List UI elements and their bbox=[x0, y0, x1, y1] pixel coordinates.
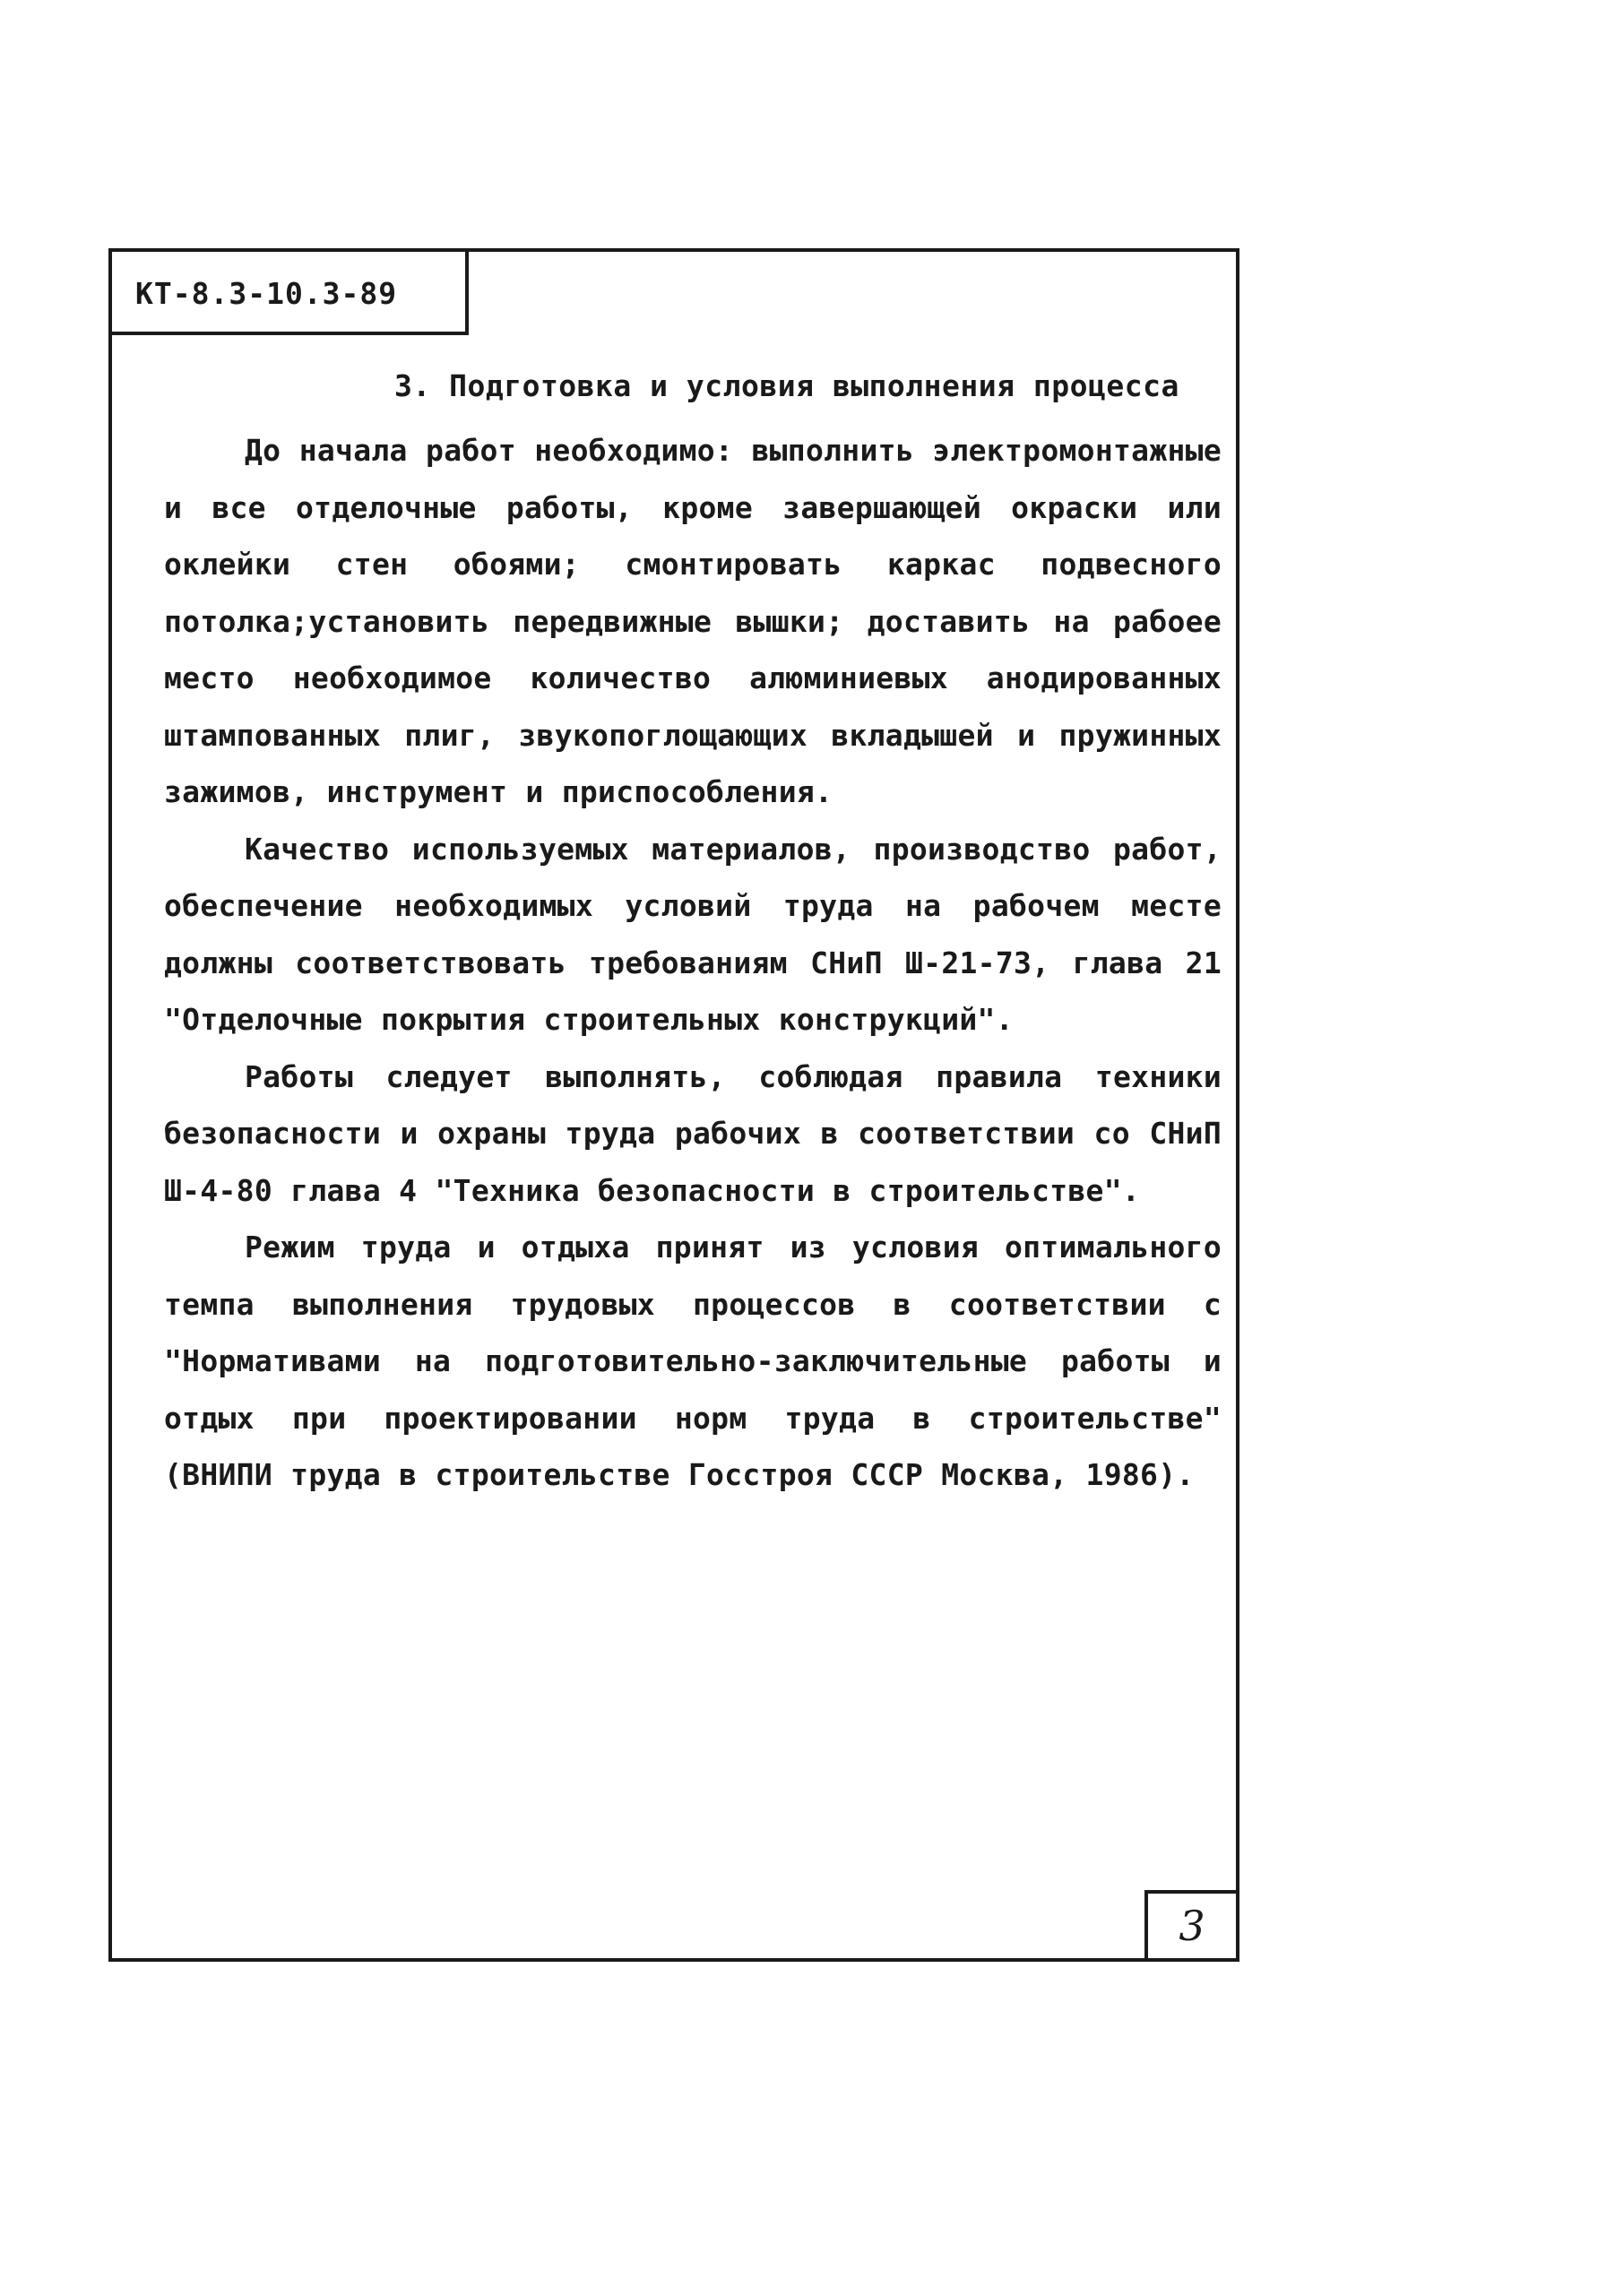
document-code: КТ-8.3-10.3-89 bbox=[112, 252, 469, 335]
paragraph-work-rest: Режим труда и отдыха принят из условия оптимального темпа выполнения трудовых процессов в соответствии с "Нормативами на подготовительно-заключительные работы и отдых при проектировании норм труда в строительстве" (ВНИПИ труда в строительстве Госстроя СССР Москва, 1986). bbox=[164, 1230, 1222, 1492]
page-frame bbox=[108, 248, 1239, 1962]
page-number: 3 bbox=[1144, 1890, 1239, 1962]
paragraph-safety: Работы следует выполнять, соблюдая правила техники безопасности и охраны труда рабочих в соответствии со СНиП Ш-4-80 глава 4 "Техника безопасности в строительстве". bbox=[164, 1058, 1222, 1208]
section-title: 3. Подготовка и условия выполнения процесса bbox=[394, 368, 1179, 403]
paragraph-preparation: До начала работ необходимо: выполнить электромонтажные и все отделочные работы, кроме завершающей окраски или оклейки стен обоями; смонтировать каркас подвесного потолка;установить передвижные вышки; доставить на рабоее место необходимое количество алюминиевых анодированных штампованных плиг, звукопоглощающих вкладышей и пружинных зажимов, инструмент и приспособления. bbox=[164, 433, 1222, 809]
frame-edge-line bbox=[1236, 1399, 1239, 1668]
paragraph-quality: Качество используемых материалов, производство работ, обеспечение необходимых условий труда на рабочем месте должны соответствовать требованиям СНиП Ш-21-73, глава 21 "Отделочные покрытия строительных конструкций". bbox=[164, 831, 1222, 1037]
body-text bbox=[164, 422, 1222, 1504]
